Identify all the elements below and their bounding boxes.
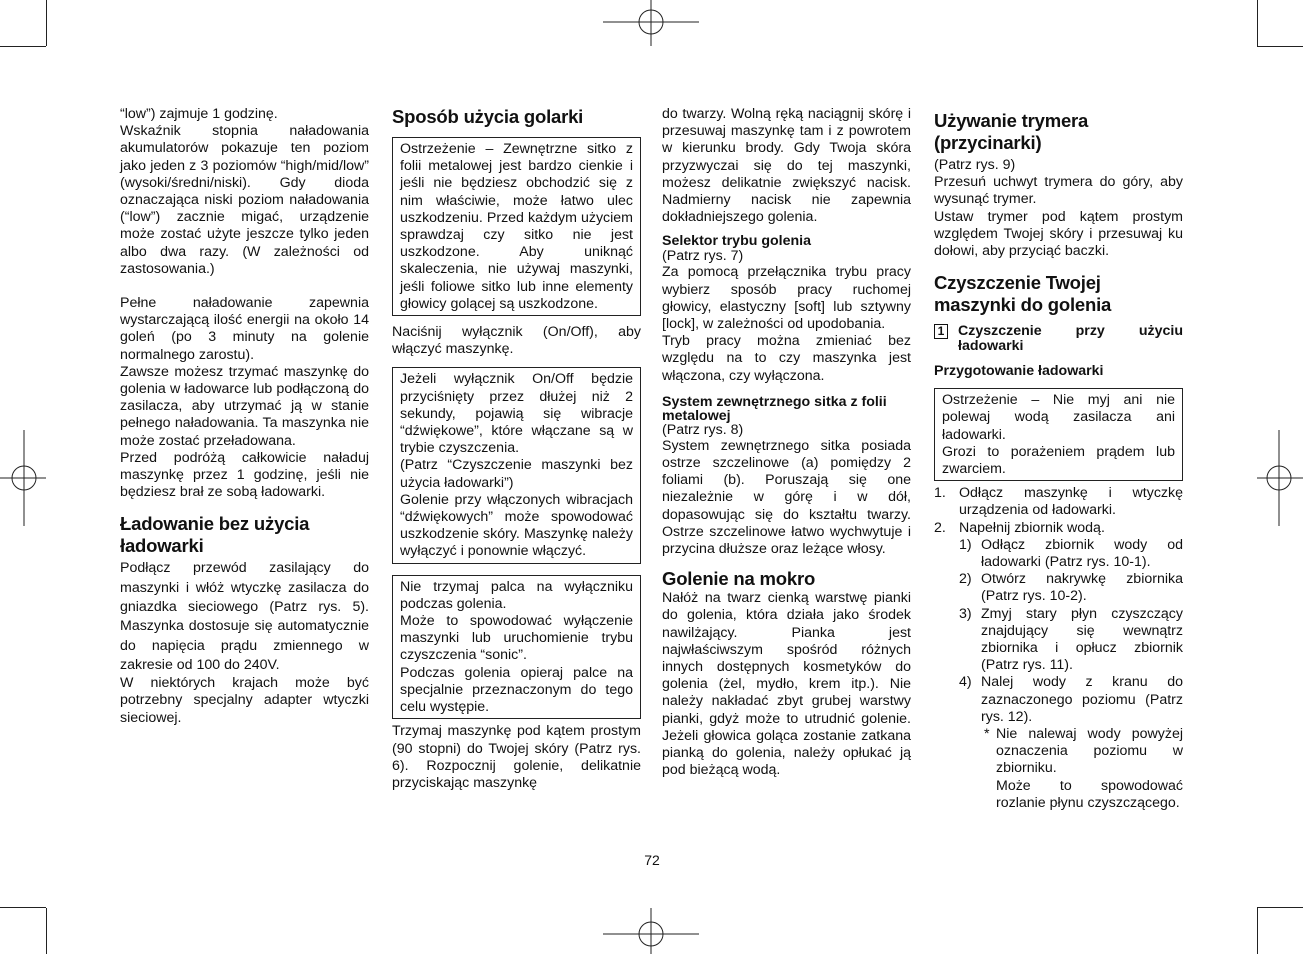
- paragraph: Ustaw trymer pod kątem prostym względem Twojej skóry i przesuwaj ku dołowi, aby przyciąć baczki.: [934, 208, 1183, 260]
- registration-mark-bottom: [603, 908, 699, 954]
- subsection-heading: System zewnętrznego sitka z folii metalowej: [662, 393, 887, 424]
- step-list: [934, 485, 1183, 537]
- page-number: 72: [644, 852, 660, 868]
- list-item: 2. Napełnij zbiornik wodą.: [934, 519, 1105, 536]
- crop-mark: [46, 908, 47, 954]
- section-heading: Golenie na mokro: [662, 568, 816, 590]
- crop-mark: [1257, 46, 1303, 47]
- section-heading: Sposób użycia golarki: [392, 106, 584, 127]
- column-1: [120, 106, 369, 727]
- warning-box: [392, 137, 641, 316]
- paragraph: System zewnętrznego sitka posiada ostrze szczelinowe (a) pomiędzy 2 foliami (b). Poruszają się one niezależnie w górę i w dół, dopasowując się do kształtu twarzy. Ostrze szczelinowe łatwo wychwytuje i przycina dłuższe oraz leżące włosy.: [662, 437, 911, 558]
- list-item: 2) Otwórz nakrywkę zbiornika (Patrz rys. 10-2).: [959, 571, 1183, 605]
- registration-mark-top: [603, 0, 699, 46]
- paragraph: Podłącz przewód zasilający do maszynki i włóż wtyczkę zasilacza do gniazdka sieciowego (Patrz rys. 5). Maszynka dostosuje się automatycznie do napięcia prądu zmiennego w zakresie od 100 do 240V.: [120, 560, 369, 673]
- subsection-heading: Selektor trybu golenia: [662, 233, 812, 250]
- crop-mark: [1257, 907, 1303, 908]
- crop-mark: [0, 907, 46, 908]
- footnote-text: Nie nalewaj wody powyżej oznaczenia poziomu w zbiorniku.: [996, 726, 1183, 777]
- subsection-heading: Przygotowanie ładowarki: [934, 363, 1104, 380]
- paragraph: Wskaźnik stopnia naładowania akumulatorów pokazuje ten poziom jako jeden z 3 poziomów “high/mid/low” (wysoki/średni/niski). Gdy dioda oznaczająca niski poziom naładowania (“low”) zacznie migać, urządzenie może zostać użyte jeszcze tylko jeden albo dwa razy. (W zależności od zastosowania.): [120, 123, 369, 277]
- paragraph: Przesuń uchwyt trymera do góry, aby wysunąć trymer.: [934, 174, 1183, 208]
- crop-mark: [46, 0, 47, 46]
- registration-mark-left: [0, 430, 46, 526]
- paragraph: Nałóż na twarz cienką warstwę pianki do golenia, która działa jako środek nawilżający. Pianka jest najwłaściwszym spośród różnych innych dostępnych kosmetyków do golenia (żel, mydło, krem itp.). Nie należy nakładać zbyt grubej warstwy pianki, gdyż może to utrudnić golenie. Jeżeli głowica goląca zostanie zatkana pianką do golenia, należy opłukać ją pod bieżącą wodą.: [662, 590, 911, 779]
- section-heading: Używanie trymera (przycinarki): [934, 110, 1089, 153]
- section-heading: Czyszczenie Twojej maszynki do golenia: [934, 272, 1112, 316]
- column-2: [392, 106, 641, 792]
- warning-text: (Patrz “Czyszczenie maszynki bez użycia ładowarki”): [400, 457, 633, 491]
- list-item: 3) Zmyj stary płyn czyszczący znajdujący się wewnątrz zbiornika i opłucz zbiornik (Patrz rys. 11).: [959, 605, 1183, 674]
- paragraph: Trzymaj maszynkę pod kątem prostym (90 stopni) do Twojej skóry (Patrz rys. 6). Rozpocznij golenie, delikatnie przyciskając maszynkę: [392, 723, 641, 791]
- warning-box: [934, 388, 1183, 481]
- list-item: 4) Nalej wody z kranu do zaznaczonego poziomu (Patrz rys. 12).: [959, 674, 1183, 725]
- warning-box: [392, 367, 641, 563]
- paragraph: “low”) zajmuje 1 godzinę.: [120, 106, 278, 122]
- paragraph: do twarzy. Wolną ręką naciągnij skórę i przesuwaj maszynkę tam i z powrotem w kierunku brody. Gdy Twoja skóra przyzwyczai się do tej maszynki, możesz delikatnie zwiększyć nacisk. Nadmierny nacisk nie zapewnia dokładniejszego golenia.: [662, 106, 911, 226]
- figure-reference: (Patrz rys. 9): [934, 157, 1016, 173]
- paragraph: Pełne naładowanie zapewnia wystarczającą ilość energii na około 14 goleń (po 3 minuty na golenie normalnego zarostu).: [120, 295, 369, 363]
- sub-step-list: [934, 537, 1183, 726]
- crop-mark: [1257, 0, 1258, 46]
- subsection-heading: [934, 324, 1183, 354]
- crop-mark: [0, 46, 46, 47]
- paragraph: Za pomocą przełącznika trybu pracy wybierz sposób pracy ruchomej głowicy, elastyczny [soft] lub sztywny [lock], w zależności od upodobania.: [662, 264, 911, 333]
- footnote-text: Może to spowodować rozlanie płynu czyszczącego.: [996, 777, 1183, 811]
- paragraph: Zawsze możesz trzymać maszynkę do golenia w ładowarce lub podłączoną do zasilacza, aby utrzymać ją w stanie pełnego naładowania. Ta maszynka nie może zostać przeładowana.: [120, 363, 369, 449]
- footnote: * Nie nalewaj wody powyżej oznaczenia poziomu w zbiorniku. Może to spowodować rozlanie płynu czyszczącego.: [984, 726, 1183, 811]
- column-4: [934, 106, 1183, 812]
- warning-text: Podczas golenia opieraj palce na specjalnie przeznaczonym do tego celu występie.: [400, 664, 633, 716]
- step-number-box: 1: [934, 324, 948, 339]
- warning-text: Nie trzymaj palca na wyłączniku podczas golenia.: [400, 578, 633, 612]
- subsection-title: Czyszczenie przy użyciu ładowarki: [958, 323, 1183, 355]
- column-3: [662, 106, 911, 780]
- list-item: 1. Odłącz maszynkę i wtyczkę urządzenia od ładowarki.: [934, 485, 1183, 519]
- paragraph: Przed podróżą całkowicie naładuj maszynkę przez 1 godzinę, jeśli nie będziesz brał ze sobą ładowarki.: [120, 449, 369, 501]
- paragraph: W niektórych krajach może być potrzebny specjalny adapter wtyczki sieciowej.: [120, 675, 369, 726]
- section-heading: Ładowanie bez użycia ładowarki: [120, 513, 310, 557]
- warning-text: Ostrzeżenie – Zewnętrzne sitko z folii metalowej jest bardzo cienkie i jeśli nie będziesz obchodzić się z nim właściwie, może łatwo ulec uszkodzeniu. Przed każdym użyciem sprawdzaj czy sitko nie jest uszkodzone. Aby uniknąć skaleczenia, nie używaj maszynki, jeśli foliowe sitko lub inne elementy głowicy golącej są uszkodzone.: [400, 141, 633, 312]
- warning-text: Może to spowodować wyłączenie maszynki lub uruchomienie trybu czyszczenia “sonic”.: [400, 613, 633, 664]
- list-item: 1) Odłącz zbiornik wody od ładowarki (Patrz rys. 10-1).: [959, 536, 1183, 571]
- warning-text: Ostrzeżenie – Nie myj ani nie polewaj wodą zasilacza ani ładowarki.: [942, 392, 1175, 443]
- warning-text: Jeżeli wyłącznik On/Off będzie przyciśnięty przez dłużej niż 2 sekundy, pojawią się wibracje “dźwiękowe”, które włączane są w trybie czyszczenia.: [400, 371, 633, 457]
- figure-reference: (Patrz rys. 8): [662, 421, 744, 438]
- warning-text: Grozi to porażeniem prądem lub zwarciem.: [942, 443, 1175, 478]
- warning-box: [392, 575, 641, 720]
- figure-reference: (Patrz rys. 7): [662, 248, 744, 265]
- crop-mark: [1257, 908, 1258, 954]
- paragraph: Tryb pracy można zmieniać bez względu na to czy maszynka jest włączona, czy wyłączona.: [662, 333, 911, 384]
- paragraph: Naciśnij wyłącznik (On/Off), aby włączyć maszynkę.: [392, 324, 641, 358]
- warning-text: Golenie przy włączonych wibracjach “dźwiękowych” może spowodować uszkodzenie skóry. Maszynkę należy wyłączyć i ponownie włączyć.: [400, 491, 633, 560]
- registration-mark-right: [1257, 430, 1303, 526]
